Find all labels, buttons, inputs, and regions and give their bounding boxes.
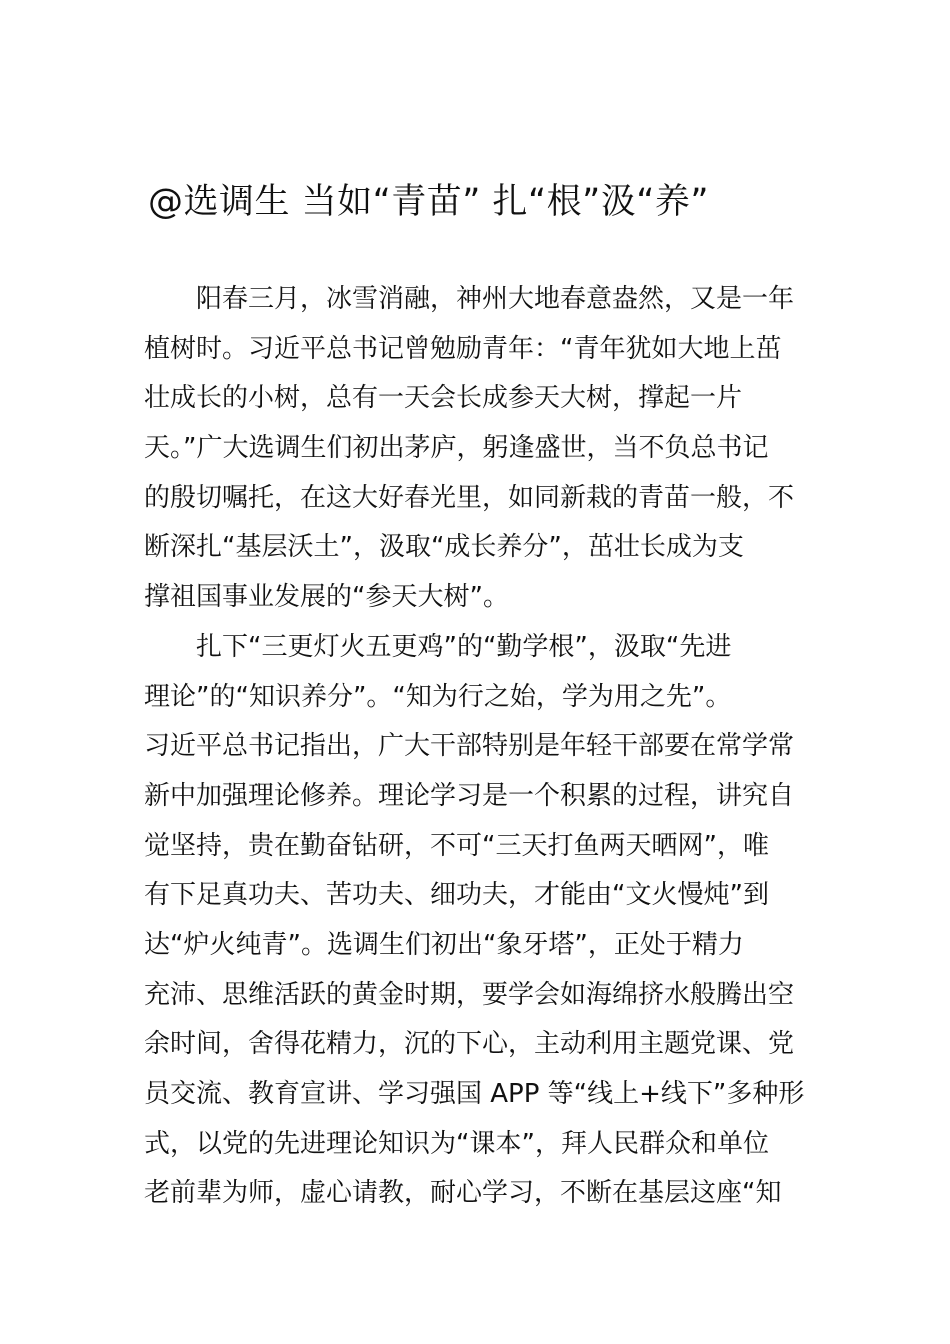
- paragraph-2-line-10: 员交流、教育宣讲、学习强国 APP 等“线上+线下”多种形: [144, 1079, 805, 1109]
- paragraph-2-line-9: 余时间，舍得花精力，沉的下心，主动利用主题党课、党: [144, 1029, 795, 1060]
- paragraph-2-line-8: 充沛、思维活跃的黄金时期，要学会如海绵挤水般腾出空: [144, 979, 795, 1010]
- paragraph-2-line-12: 老前辈为师，虚心请教，耐心学习，不断在基层这座“知: [144, 1178, 782, 1209]
- paragraph-1-line-4: 天。”广大选调生们初出茅庐，躬逢盛世，当不负总书记: [144, 433, 769, 464]
- paragraph-2-line-3: 习近平总书记指出，广大干部特别是年轻干部要在常学常: [144, 731, 795, 762]
- paragraph-2-line-1: 扎下“三更灯火五更鸡”的“勤学根”，汲取“先进: [196, 631, 732, 662]
- paragraph-2-line-11: 式，以党的先进理论知识为“课本”，拜人民群众和单位: [144, 1128, 769, 1159]
- paragraph-1-line-6: 断深扎“基层沃土”，汲取“成长养分”，茁壮长成为支: [144, 532, 744, 563]
- document-title: @选调生 当如“青苗” 扎“根”汲“养”: [148, 182, 710, 222]
- paragraph-2-line-6: 有下足真功夫、苦功夫、细功夫，才能由“文火慢炖”到: [144, 880, 769, 911]
- paragraph-2-line-2: 理论”的“知识养分”。“知为行之始，学为用之先”。: [144, 681, 732, 712]
- paragraph-2-line-7: 达“炉火纯青”。选调生们初出“象牙塔”，正处于精力: [144, 929, 744, 960]
- paragraph-1-line-2: 植树时。习近平总书记曾勉励青年：“青年犹如大地上茁: [144, 333, 782, 364]
- paragraph-1-line-5: 的殷切嘱托，在这大好春光里，如同新栽的青苗一般，不: [144, 482, 795, 513]
- document-body: [144, 275, 824, 1219]
- paragraph-1-line-3: 壮成长的小树，总有一天会长成参天大树，撑起一片: [144, 383, 743, 414]
- paragraph-1-line-7: 撑祖国事业发展的“参天大树”。: [144, 582, 509, 613]
- paragraph-2-line-5: 觉坚持，贵在勤奋钻研，不可“三天打鱼两天晒网”，唯: [144, 830, 769, 861]
- paragraph-1-line-1: 阳春三月，冰雪消融，神州大地春意盎然，又是一年: [196, 284, 795, 314]
- paragraph-2-line-4: 新中加强理论修养。理论学习是一个积累的过程，讲究自: [144, 780, 795, 811]
